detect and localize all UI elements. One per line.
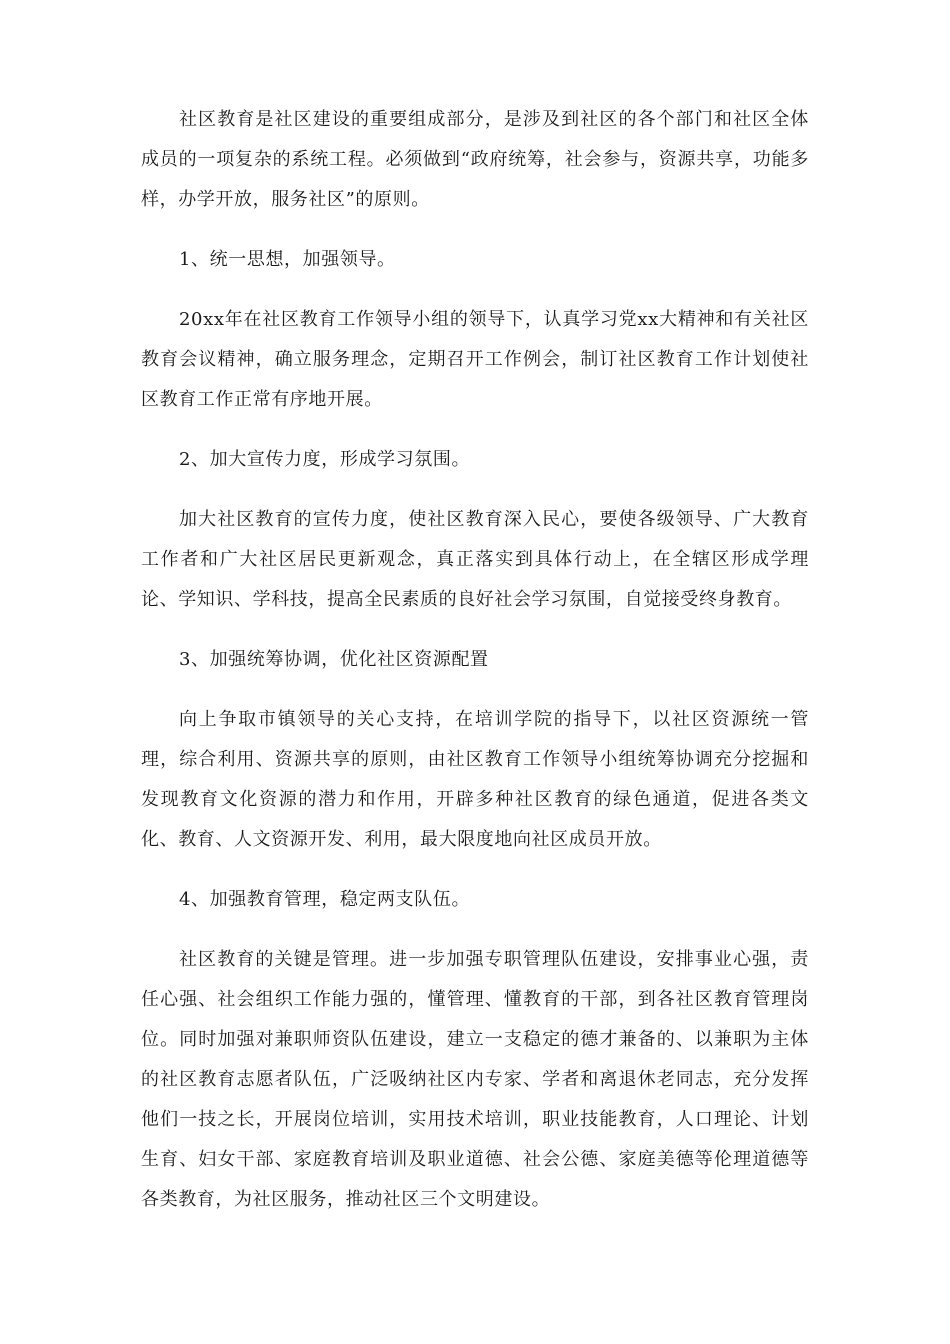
paragraph-intro: 社区教育是社区建设的重要组成部分，是涉及到社区的各个部门和社区全体成员的一项复杂的系统工程。必须做到“政府统筹，社会参与，资源共享，功能多样，办学开放，服务社区”的原则。 <box>141 109 809 210</box>
section-heading-2: 2、加大宣传力度，形成学习氛围。 <box>179 449 471 470</box>
document-page <box>141 100 809 1240</box>
section-heading-4: 4、加强教育管理，稳定两支队伍。 <box>179 889 471 910</box>
section-heading-1: 1、统一思想，加强领导。 <box>179 249 396 270</box>
paragraph-section-3: 向上争取市镇领导的关心支持，在培训学院的指导下，以社区资源统一管理，综合利用、资源共享的原则，由社区教育工作领导小组统筹协调充分挖掘和发现教育文化资源的潜力和作用，开辟多种社区教育的绿色通道，促进各类文化、教育、人文资源开发、利用，最大限度地向社区成员开放。 <box>141 709 809 850</box>
paragraph-section-2: 加大社区教育的宣传力度，使社区教育深入民心，要使各级领导、广大教育工作者和广大社区居民更新观念，真正落实到具体行动上，在全辖区形成学理论、学知识、学科技，提高全民素质的良好社会学习氛围，自觉接受终身教育。 <box>141 509 809 610</box>
paragraph-section-1: 20xx年在社区教育工作领导小组的领导下，认真学习党xx大精神和有关社区教育会议精神，确立服务理念，定期召开工作例会，制订社区教育工作计划使社区教育工作正常有序地开展。 <box>141 309 809 410</box>
section-heading-3: 3、加强统筹协调，优化社区资源配置 <box>179 649 489 670</box>
paragraph-section-4: 社区教育的关键是管理。进一步加强专职管理队伍建设，安排事业心强，责任心强、社会组织工作能力强的，懂管理、懂教育的干部，到各社区教育管理岗位。同时加强对兼职师资队伍建设，建立一支稳定的德才兼备的、以兼职为主体的社区教育志愿者队伍，广泛吸纳社区内专家、学者和离退休老同志，充分发挥他们一技之长，开展岗位培训，实用技术培训，职业技能教育，人口理论、计划生育、妇女干部、家庭教育培训及职业道德、社会公德、家庭美德等伦理道德等各类教育，为社区服务，推动社区三个文明建设。 <box>141 949 809 1210</box>
